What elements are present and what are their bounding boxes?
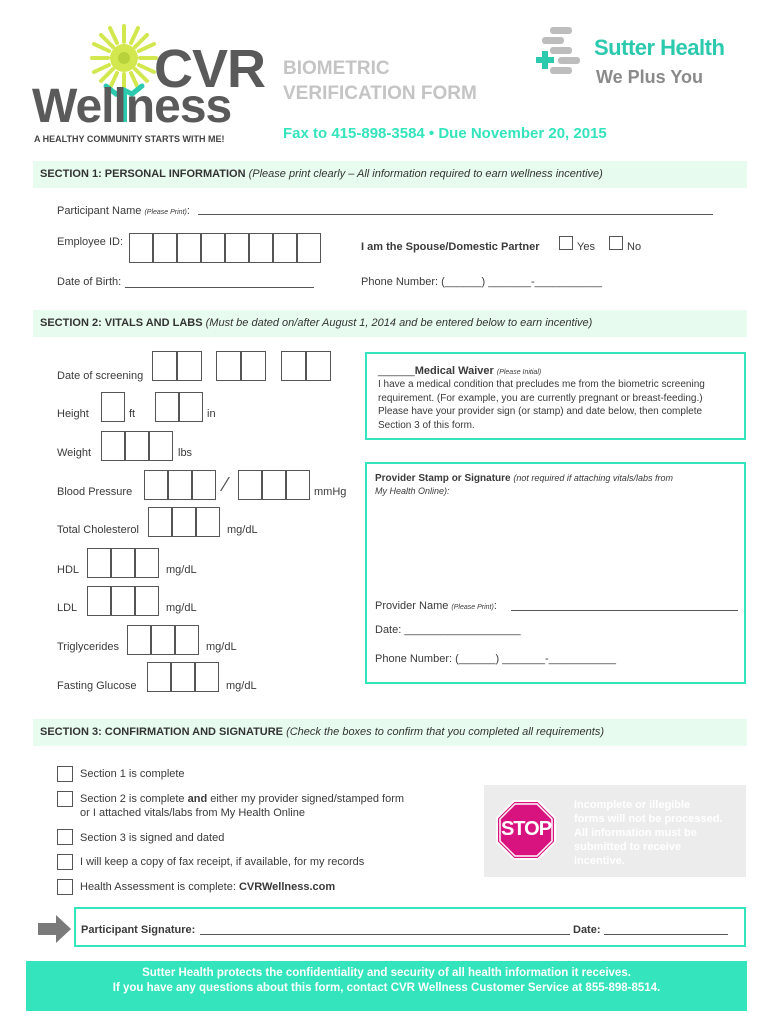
form-title-line1: BIOMETRIC [283,58,390,79]
dob-label: Date of Birth: [57,276,122,288]
confirm-section2-checkbox[interactable] [57,791,73,807]
waiver-initial-note: (Please Initial) [496,369,542,376]
screening-day-box[interactable] [216,351,241,381]
cholesterol-box[interactable] [148,507,172,537]
bp-unit: mmHg [314,486,347,498]
arrow-right-icon [38,914,72,944]
stop-message [574,798,723,868]
phone-label[interactable]: Phone Number: (______) _______-___________ [361,276,602,288]
spouse-no-label: No [627,241,642,253]
form-title [283,56,477,106]
provider-stamp-note-2: My Health Online): [375,486,450,496]
employee-id-label: Employee ID: [57,236,124,248]
sutter-logo [536,25,750,95]
footer-line1: Sutter Health protects the confidentiality and security of all health information it receives. [142,967,631,979]
spouse-no-checkbox[interactable] [609,236,623,250]
employee-id-box[interactable] [129,233,153,263]
hdl-label: HDL [57,564,80,576]
bp-diastolic-box[interactable] [286,470,310,500]
confirm-fax-receipt-checkbox[interactable] [57,854,73,870]
triglycerides-box[interactable] [127,625,151,655]
ldl-label: LDL [57,602,78,614]
provider-stamp-note: (not required if attaching vitals/labs from [513,473,673,483]
glucose-box[interactable] [147,662,171,692]
stop-sign-text: STOP [500,818,552,840]
confirm-section2-text-c: either my provider signed/stamped form [207,793,405,805]
section1-subtitle: (Please print clearly – All information required to earn wellness incentive) [248,168,603,180]
spouse-label: I am the Spouse/Domestic Partner [361,241,540,253]
spouse-yes-checkbox[interactable] [559,236,573,250]
footer-line2: If you have any questions about this form, contact CVR Wellness Customer Service at 855-898-8514. [112,982,661,994]
screening-date-label: Date of screening [57,370,144,382]
waiver-text-line: requirement. (For example, you are currently pregnant or breast-feeding.) [378,392,703,404]
section3-title [40,726,604,738]
employee-id-box[interactable] [297,233,321,263]
logo-tagline: A HEALTHY COMMUNITY STARTS WITH ME! [34,134,225,144]
section3-title-text: SECTION 3: CONFIRMATION AND SIGNATURE [40,726,284,738]
glucose-unit: mg/dL [226,680,257,692]
section1-title [40,168,603,180]
employee-id-box[interactable] [201,233,225,263]
stop-message-line: incentive. [574,855,625,867]
confirm-health-assessment-checkbox[interactable] [57,879,73,895]
participant-signature-field[interactable] [200,934,570,935]
ldl-unit: mg/dL [166,602,197,614]
weight-unit: lbs [178,447,193,459]
logo-cvr-text: CVR [154,39,266,99]
employee-id-field[interactable] [129,233,321,263]
employee-id-box[interactable] [249,233,273,263]
waiver-text [378,378,705,432]
stop-message-line: forms will not be processed. [574,813,723,825]
screening-year-box[interactable] [306,351,331,381]
waiver-text-line: I have a medical condition that precludes me from the biometric screening [378,379,705,390]
participant-signature-label: Participant Signature: [81,924,196,936]
waiver-initial-blank[interactable]: ______ [378,365,415,377]
confirm-section3-label: Section 3 is signed and dated [80,832,225,844]
participant-name-label [57,205,190,217]
triglycerides-unit: mg/dL [206,641,237,653]
provider-name-label [375,600,497,612]
height-in-box[interactable] [179,392,203,422]
waiver-text-line: Please have your provider sign (or stamp) and date below, then complete [378,406,703,417]
section3-subtitle: (Check the boxes to confirm that you completed all requirements) [286,726,605,738]
provider-phone-label[interactable]: Phone Number: (______) _______-___________ [375,653,616,665]
screening-year-box[interactable] [281,351,306,381]
provider-name-field[interactable] [511,610,738,611]
stop-message-line: Incomplete or illegible [574,799,691,811]
hdl-box[interactable] [135,548,159,578]
health-assessment-link[interactable]: CVRWellness.com [238,881,336,893]
provider-name-text: Provider Name [375,600,449,612]
confirm-fax-receipt-label: I will keep a copy of fax receipt, if available, for my records [80,856,365,868]
employee-id-box[interactable] [177,233,201,263]
confirm-section1-checkbox[interactable] [57,766,73,782]
weight-box[interactable] [101,431,125,461]
provider-date-label[interactable]: Date: ___________________ [375,624,521,636]
colon: : [186,205,190,217]
sutter-logo-icon [536,25,592,77]
bp-label: Blood Pressure [57,486,133,498]
weight-box[interactable] [149,431,173,461]
signature-date-label: Date: [573,924,601,936]
hdl-unit: mg/dL [166,564,197,576]
screening-day-box[interactable] [241,351,266,381]
dob-field[interactable] [125,287,314,288]
signature-date-field[interactable] [604,934,728,935]
bp-systolic-box[interactable] [168,470,192,500]
screening-month-box[interactable] [152,351,177,381]
hdl-box[interactable] [87,548,111,578]
sutter-slogan: We Plus You [596,67,704,87]
bp-systolic-box[interactable] [144,470,168,500]
screening-month-box[interactable] [177,351,202,381]
form-title-line2: VERIFICATION FORM [283,83,477,104]
hdl-box[interactable] [111,548,135,578]
triglycerides-box[interactable] [151,625,175,655]
ldl-box[interactable] [87,586,111,616]
waiver-heading [378,365,541,377]
section2-title-text: SECTION 2: VITALS AND LABS [40,317,203,329]
employee-id-box[interactable] [153,233,177,263]
cholesterol-label: Total Cholesterol [57,524,139,536]
section2-subtitle: (Must be dated on/after August 1, 2014 and be entered below to earn incentive) [205,317,593,329]
please-print-note: (Please Print) [144,209,187,216]
glucose-box[interactable] [171,662,195,692]
bp-diastolic-box[interactable] [262,470,286,500]
cholesterol-box[interactable] [196,507,220,537]
confirm-section2-and: and [187,793,208,805]
provider-please-print: (Please Print) [451,604,494,611]
provider-stamp-title: Provider Stamp or Signature [375,473,511,484]
employee-id-box[interactable] [225,233,249,263]
health-assessment-text: Health Assessment is complete: [80,881,239,893]
spouse-yes-label: Yes [577,241,595,253]
fax-line: Fax to 415-898-3584 • Due November 20, 2015 [283,125,607,142]
glucose-box[interactable] [195,662,219,692]
participant-name-text: Participant Name [57,205,142,217]
provider-stamp-heading [375,473,673,484]
confirm-section2-text-a: Section 2 is complete [80,793,188,805]
waiver-title: Medical Waiver [414,365,494,377]
section2-title [40,317,592,329]
section1-title-text: SECTION 1: PERSONAL INFORMATION [40,168,246,180]
cvr-logo [30,20,270,150]
employee-id-box[interactable] [273,233,297,263]
cholesterol-unit: mg/dL [227,524,258,536]
bp-diastolic-box[interactable] [238,470,262,500]
triglycerides-box[interactable] [175,625,199,655]
sutter-health-name: Sutter Health [594,35,725,60]
confirm-section3-checkbox[interactable] [57,829,73,845]
ldl-box[interactable] [111,586,135,616]
confirm-section1-label: Section 1 is complete [80,768,185,780]
confirm-section2-line2: or I attached vitals/labs from My Health Online [80,807,305,819]
height-in-unit: in [207,408,216,420]
stop-message-line: submitted to receive [574,841,681,853]
weight-label: Weight [57,447,92,459]
logo-wellness-text: Wellness [32,80,232,133]
footer-text [26,966,747,996]
weight-box[interactable] [125,431,149,461]
bp-separator: ⁄ [224,474,228,496]
glucose-label: Fasting Glucose [57,680,137,692]
height-label: Height [57,408,89,420]
waiver-text-line: Section 3 of this form. [378,419,475,431]
confirm-section2-label [80,793,404,805]
stop-message-line: All information must be [574,827,697,839]
cholesterol-box[interactable] [172,507,196,537]
bp-systolic-box[interactable] [192,470,216,500]
ldl-box[interactable] [135,586,159,616]
triglycerides-label: Triglycerides [57,641,119,653]
confirm-health-assessment-label [80,881,335,893]
colon: : [493,600,497,612]
participant-name-field[interactable] [198,214,713,215]
height-ft-box[interactable] [101,392,125,422]
height-in-box[interactable] [155,392,179,422]
height-ft-unit: ft [129,408,136,420]
